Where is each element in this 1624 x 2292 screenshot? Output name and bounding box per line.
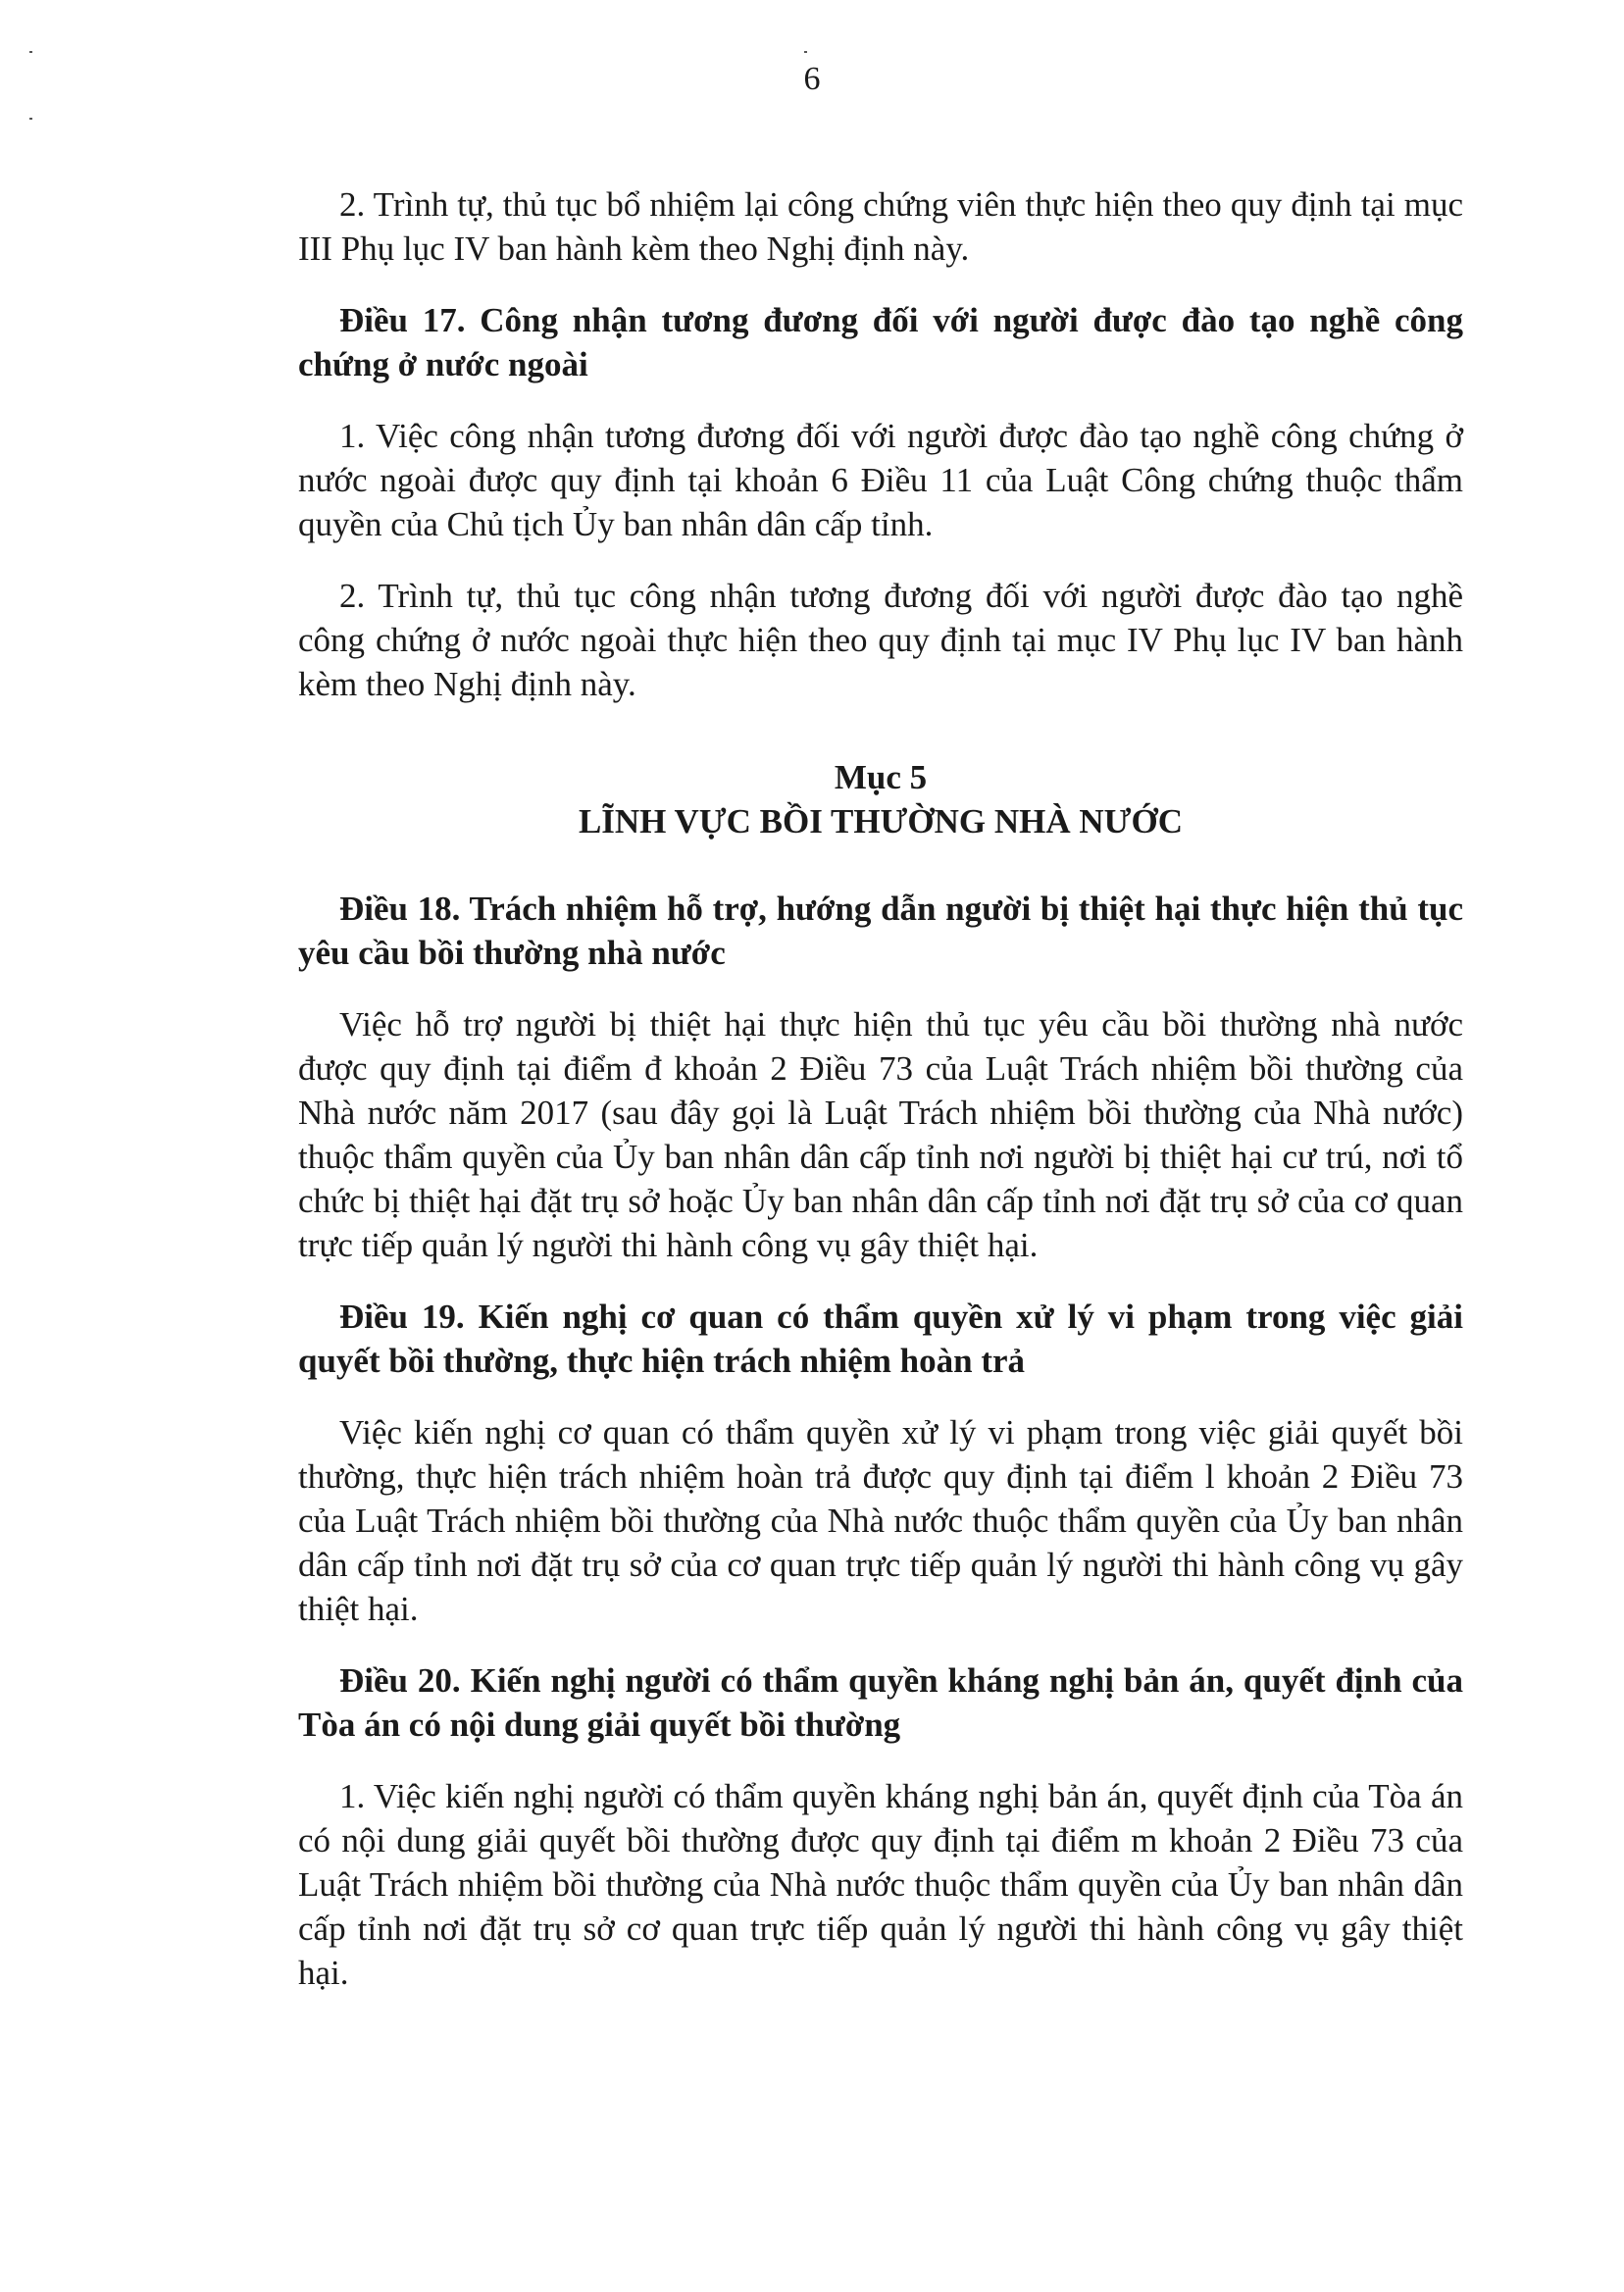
page-number: 6: [803, 61, 821, 97]
section-label: Mục 5: [834, 758, 928, 796]
paragraph-article16-clause2: 2. Trình tự, thủ tục bổ nhiệm lại công chứng viên thực hiện theo quy định tại mục III Phụ lục IV ban hành kèm theo Nghị định này.: [298, 185, 1463, 268]
scan-speck: [804, 51, 807, 53]
article-18-body: Việc hỗ trợ người bị thiệt hại thực hiện thủ tục yêu cầu bồi thường nhà nước được quy định tại điểm đ khoản 2 Điều 73 của Luật Trách nhiệm bồi thường của Nhà nước năm 2017 (sau đây gọi là Luật Trách nhiệm bồi thường của Nhà nước) thuộc thẩm quyền của Ủy ban nhân dân cấp tỉnh nơi người bị thiệt hại cư trú, nơi tổ chức bị thiệt hại đặt trụ sở hoặc Ủy ban nhân dân cấp tỉnh nơi đặt trụ sở của cơ quan trực tiếp quản lý người thi hành công vụ gây thiệt hại.: [298, 1005, 1463, 1264]
article-17-clause-1: 1. Việc công nhận tương đương đối với người được đào tạo nghề công chứng ở nước ngoài được quy định tại khoản 6 Điều 11 của Luật Công chứng thuộc thẩm quyền của Chủ tịch Ủy ban nhân dân cấp tỉnh.: [298, 417, 1463, 543]
article-19-title: Điều 19. Kiến nghị cơ quan có thẩm quyền xử lý vi phạm trong việc giải quyết bồi thường, thực hiện trách nhiệm hoàn trả: [298, 1298, 1463, 1380]
section-heading: [298, 755, 1463, 843]
article-17-title: Điều 17. Công nhận tương đương đối với người được đào tạo nghề công chứng ở nước ngoài: [298, 301, 1463, 383]
article-20-title: Điều 20. Kiến nghị người có thẩm quyền kháng nghị bản án, quyết định của Tòa án có nội dung giải quyết bồi thường: [298, 1661, 1463, 1744]
section-title: LĨNH VỰC BỒI THƯỜNG NHÀ NƯỚC: [578, 802, 1184, 840]
article-18-title: Điều 18. Trách nhiệm hỗ trợ, hướng dẫn người bị thiệt hại thực hiện thủ tục yêu cầu bồi thường nhà nước: [298, 890, 1463, 972]
article-20-clause-1: 1. Việc kiến nghị người có thẩm quyền kháng nghị bản án, quyết định của Tòa án có nội dung giải quyết bồi thường được quy định tại điểm m khoản 2 Điều 73 của Luật Trách nhiệm bồi thường của Nhà nước thuộc thẩm quyền của Ủy ban nhân dân cấp tỉnh nơi đặt trụ sở cơ quan trực tiếp quản lý người thi hành công vụ gây thiệt hại.: [298, 1777, 1463, 1992]
article-19-body: Việc kiến nghị cơ quan có thẩm quyền xử lý vi phạm trong việc giải quyết bồi thường, thực hiện trách nhiệm hoàn trả được quy định tại điểm l khoản 2 Điều 73 của Luật Trách nhiệm bồi thường của Nhà nước thuộc thẩm quyền của Ủy ban nhân dân cấp tỉnh nơi đặt trụ sở của cơ quan trực tiếp quản lý người thi hành công vụ gây thiệt hại.: [298, 1413, 1463, 1628]
article-17-clause-2: 2. Trình tự, thủ tục công nhận tương đương đối với người được đào tạo nghề công chứng ở nước ngoài thực hiện theo quy định tại mục IV Phụ lục IV ban hành kèm theo Nghị định này.: [298, 577, 1463, 703]
document-body: [298, 182, 1463, 1995]
scan-speck: [29, 51, 32, 53]
scan-speck: [29, 118, 32, 120]
